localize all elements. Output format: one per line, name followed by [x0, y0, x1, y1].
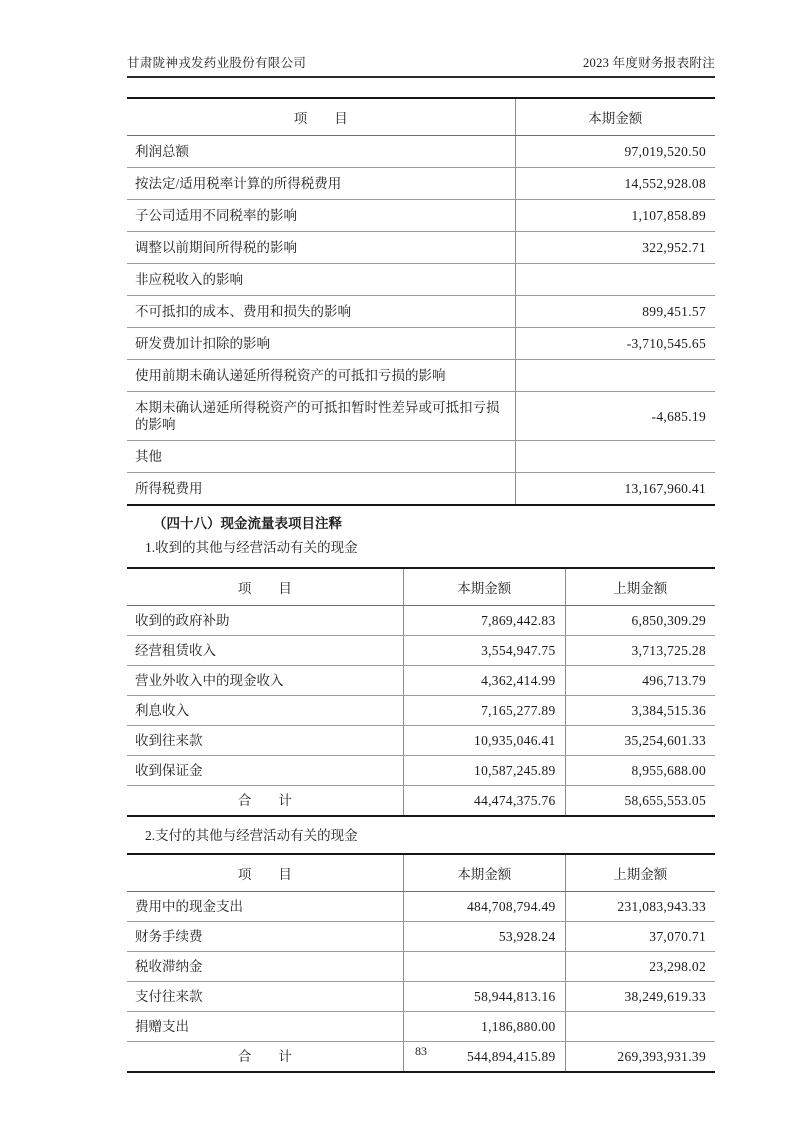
amount-cell: 3,384,515.36 — [565, 696, 715, 726]
table-row — [127, 696, 715, 726]
item-cell: 不可抵扣的成本、费用和损失的影响 — [127, 296, 515, 328]
amount-cell: 37,070.71 — [565, 922, 715, 952]
item-cell: 使用前期未确认递延所得税资产的可抵扣亏损的影响 — [127, 360, 515, 392]
table-header-row — [127, 98, 715, 136]
item-cell: 本期未确认递延所得税资产的可抵扣暂时性差异或可抵扣亏损的影响 — [127, 392, 515, 441]
item-cell: 利息收入 — [127, 696, 403, 726]
header-company-name: 甘肃陇神戎发药业股份有限公司 — [127, 56, 307, 70]
column-header: 本期金额 — [515, 98, 715, 136]
item-cell: 按法定/适用税率计算的所得税费用 — [127, 168, 515, 200]
amount-cell: 544,894,415.89 — [403, 1042, 565, 1073]
amount-cell — [515, 360, 715, 392]
item-cell: 子公司适用不同税率的影响 — [127, 200, 515, 232]
table-row — [127, 296, 715, 328]
item-cell: 调整以前期间所得税的影响 — [127, 232, 515, 264]
table-row — [127, 892, 715, 922]
other-cash-paid-table — [127, 853, 715, 1073]
item-cell: 营业外收入中的现金收入 — [127, 666, 403, 696]
column-header: 项 目 — [127, 854, 403, 892]
amount-cell: 44,474,375.76 — [403, 786, 565, 817]
amount-cell: 35,254,601.33 — [565, 726, 715, 756]
column-header: 项 目 — [127, 568, 403, 606]
amount-cell: 7,869,442.83 — [403, 606, 565, 636]
amount-cell: -4,685.19 — [515, 392, 715, 441]
amount-cell: 4,362,414.99 — [403, 666, 565, 696]
item-cell: 经营租赁收入 — [127, 636, 403, 666]
section-heading-48: （四十八）现金流量表项目注释 — [153, 516, 342, 531]
amount-cell: 269,393,931.39 — [565, 1042, 715, 1073]
table-row — [127, 232, 715, 264]
amount-cell: 38,249,619.33 — [565, 982, 715, 1012]
page-footer — [127, 1044, 715, 1059]
amount-cell: 58,944,813.16 — [403, 982, 565, 1012]
table-header-row — [127, 568, 715, 606]
amount-cell: 496,713.79 — [565, 666, 715, 696]
table-row — [127, 636, 715, 666]
item-cell: 捐赠支出 — [127, 1012, 403, 1042]
table-row — [127, 473, 715, 506]
amount-cell: 3,554,947.75 — [403, 636, 565, 666]
table-row — [127, 922, 715, 952]
item-cell: 税收滞纳金 — [127, 952, 403, 982]
amount-cell: 7,165,277.89 — [403, 696, 565, 726]
table-row — [127, 136, 715, 168]
amount-cell: 1,186,880.00 — [403, 1012, 565, 1042]
item-cell: 合 计 — [127, 1042, 403, 1073]
amount-cell: 58,655,553.05 — [565, 786, 715, 817]
table-row — [127, 264, 715, 296]
table-row — [127, 441, 715, 473]
footer-page-number: 83 — [415, 1044, 427, 1058]
amount-cell — [515, 441, 715, 473]
amount-cell: 3,713,725.28 — [565, 636, 715, 666]
table-row — [127, 360, 715, 392]
item-cell: 收到保证金 — [127, 756, 403, 786]
item-cell: 利润总额 — [127, 136, 515, 168]
amount-cell: 23,298.02 — [565, 952, 715, 982]
item-cell: 收到往来款 — [127, 726, 403, 756]
column-header: 上期金额 — [565, 854, 715, 892]
table-row — [127, 726, 715, 756]
column-header: 本期金额 — [403, 568, 565, 606]
table-row — [127, 606, 715, 636]
item-cell: 其他 — [127, 441, 515, 473]
amount-cell: 322,952.71 — [515, 232, 715, 264]
amount-cell: -3,710,545.65 — [515, 328, 715, 360]
column-header: 上期金额 — [565, 568, 715, 606]
amount-cell — [515, 264, 715, 296]
item-cell: 非应税收入的影响 — [127, 264, 515, 296]
table-row — [127, 328, 715, 360]
table-row — [127, 756, 715, 786]
page-content — [127, 97, 715, 1073]
amount-cell: 6,850,309.29 — [565, 606, 715, 636]
item-cell: 支付往来款 — [127, 982, 403, 1012]
subsection-1-title: 1.收到的其他与经营活动有关的现金 — [145, 540, 358, 555]
header-report-title: 2023 年度财务报表附注 — [582, 56, 715, 70]
amount-cell: 10,935,046.41 — [403, 726, 565, 756]
amount-cell: 53,928.24 — [403, 922, 565, 952]
amount-cell — [565, 1012, 715, 1042]
amount-cell: 97,019,520.50 — [515, 136, 715, 168]
table-row — [127, 666, 715, 696]
table-row — [127, 952, 715, 982]
amount-cell: 13,167,960.41 — [515, 473, 715, 506]
subsection-2-title: 2.支付的其他与经营活动有关的现金 — [145, 828, 358, 843]
amount-cell: 231,083,943.33 — [565, 892, 715, 922]
column-header: 项 目 — [127, 98, 515, 136]
item-cell: 收到的政府补助 — [127, 606, 403, 636]
amount-cell: 1,107,858.89 — [515, 200, 715, 232]
running-header — [127, 53, 715, 78]
table-row — [127, 200, 715, 232]
amount-cell — [403, 952, 565, 982]
item-cell: 费用中的现金支出 — [127, 892, 403, 922]
amount-cell: 10,587,245.89 — [403, 756, 565, 786]
total-row — [127, 786, 715, 817]
item-cell: 研发费加计扣除的影响 — [127, 328, 515, 360]
income-tax-reconciliation-table — [127, 97, 715, 506]
table-row — [127, 1012, 715, 1042]
table-header-row — [127, 854, 715, 892]
amount-cell: 484,708,794.49 — [403, 892, 565, 922]
column-header: 本期金额 — [403, 854, 565, 892]
other-cash-received-table — [127, 567, 715, 817]
item-cell: 财务手续费 — [127, 922, 403, 952]
item-cell: 所得税费用 — [127, 473, 515, 506]
amount-cell: 14,552,928.08 — [515, 168, 715, 200]
amount-cell: 899,451.57 — [515, 296, 715, 328]
table-row — [127, 168, 715, 200]
item-cell: 合 计 — [127, 786, 403, 817]
amount-cell: 8,955,688.00 — [565, 756, 715, 786]
table-row — [127, 392, 715, 441]
table-row — [127, 982, 715, 1012]
